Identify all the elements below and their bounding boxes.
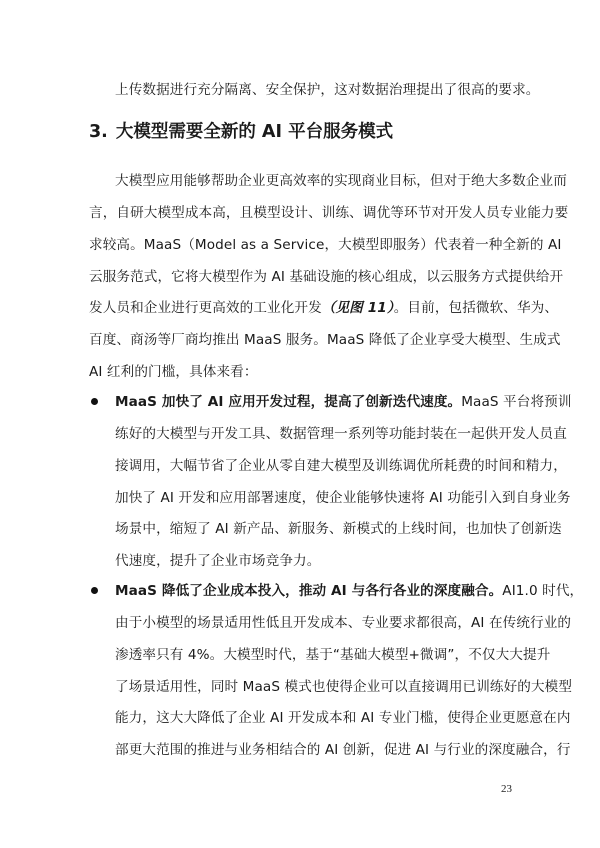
bullet-text: AI1.0 时代， <box>502 583 584 599</box>
bullet-line: 场景中，缩短了 AI 新产品、新服务、新模式的上线时间，也加快了创新迭 <box>115 521 562 537</box>
bullet-line <box>115 581 583 601</box>
paragraph-line: 百度、商汤等厂商均推出 MaaS 服务。MaaS 降低了企业享受大模型、生成式 <box>89 332 561 348</box>
bullet-lead: MaaS 降低了企业成本投入，推动 AI 与各行各业的深度融合。 <box>115 583 503 599</box>
paragraph-text: 发人员和企业进行更高效的工业化开发 <box>89 300 322 316</box>
body-text-line: 上传数据进行充分隔离、安全保护，这对数据治理提出了很高的要求。 <box>115 82 540 98</box>
bullet-line: 加快了 AI 开发和应用部署速度，使企业能够快速将 AI 功能引入到自身业务 <box>115 490 571 506</box>
paragraph-line: 云服务范式，它将大模型作为 AI 基础设施的核心组成，以云服务方式提供给开 <box>89 269 564 285</box>
section-heading <box>89 120 393 144</box>
paragraph-line: 求较高。MaaS（Model as a Service，大模型即服务）代表着一种全新的 AI <box>89 237 562 253</box>
section-title: 大模型需要全新的 AI 平台服务模式 <box>115 122 394 142</box>
bullet-line: 练好的大模型与开发工具、数据管理一系列等功能封装在一起供开发人员直 <box>115 426 567 442</box>
paragraph-line <box>89 298 558 318</box>
bullet-icon <box>91 587 98 594</box>
bullet-line: 渗透率只有 4%。大模型时代，基于“基础大模型+微调”，不仅大大提升 <box>115 647 551 663</box>
bullet-line: 代速度，提升了企业市场竞争力。 <box>115 553 321 569</box>
section-number: 3. <box>89 122 108 142</box>
bullet-line: 由于小模型的场景适用性低且开发成本、专业要求都很高，AI 在传统行业的 <box>115 615 572 631</box>
bullet-line: 了场景适用性，同时 MaaS 模式也使得企业可以直接调用已训练好的大模型 <box>115 679 573 695</box>
page-number: 23 <box>501 783 512 795</box>
bullet-line <box>115 392 572 412</box>
bullet-line: 接调用，大幅节省了企业从零自建大模型及训练调优所耗费的时间和精力， <box>115 458 567 474</box>
bullet-line: 能力，这大大降低了企业 AI 开发成本和 AI 专业门槛，使得企业更愿意在内 <box>115 710 571 726</box>
bullet-line: 部更大范围的推进与业务相结合的 AI 创新，促进 AI 与行业的深度融合，行 <box>115 742 571 758</box>
paragraph-line: 大模型应用能够帮助企业更高效率的实现商业目标，但对于绝大多数企业而 <box>115 173 567 189</box>
bullet-lead: MaaS 加快了 AI 应用开发过程，提高了创新迭代速度。 <box>115 394 462 410</box>
bullet-icon <box>91 398 98 405</box>
paragraph-line: 言，自研大模型成本高，且模型设计、训练、调优等环节对开发人员专业能力要 <box>89 205 569 221</box>
bullet-text: MaaS 平台将预训 <box>461 394 572 410</box>
paragraph-line: AI 红利的门槛，具体来看： <box>89 364 258 380</box>
paragraph-text: 。目前，包括微软、华为、 <box>393 300 559 316</box>
figure-reference: （见图 11） <box>321 300 394 316</box>
